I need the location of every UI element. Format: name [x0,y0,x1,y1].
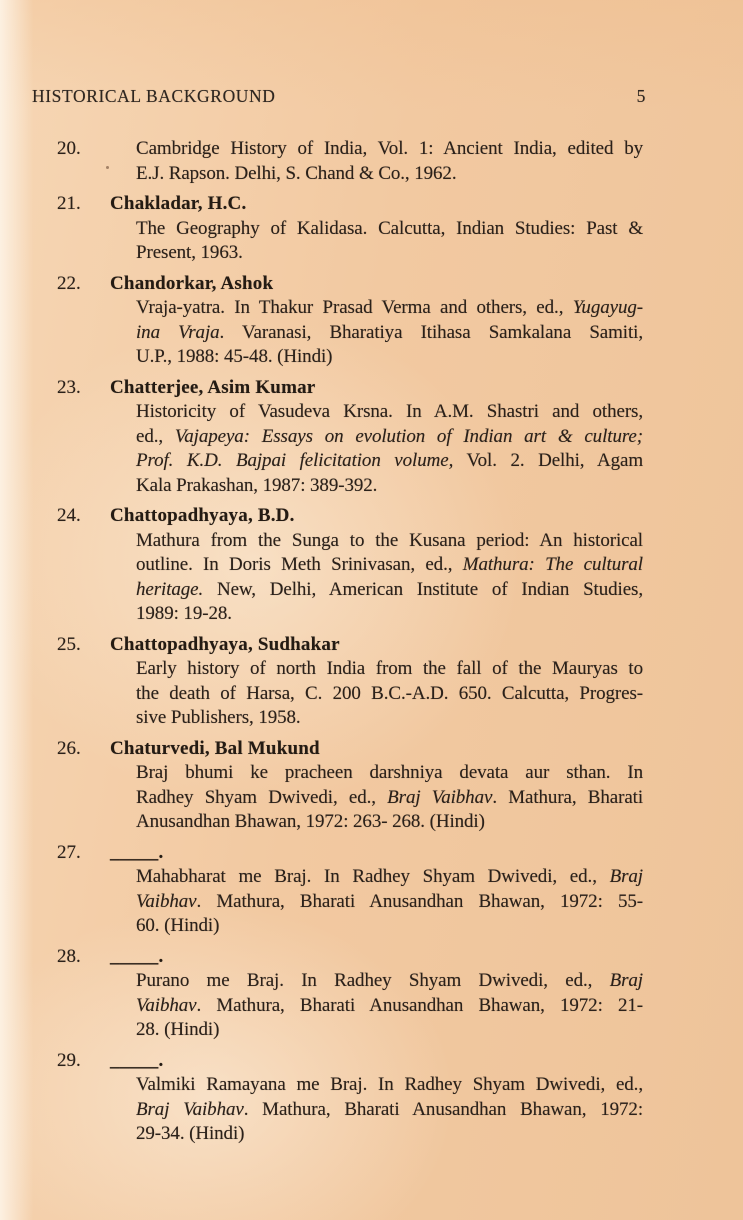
body-line [136,345,643,370]
entry-number: 21. [57,193,81,214]
body-text: 1989: 19-28. [136,603,232,624]
bibliography-entry [57,633,643,731]
author-line: Chakladar, H.C. [110,193,247,214]
entry-content [110,737,643,835]
body-text: Kala Prakashan, 1987: 389-392. [136,474,378,496]
body-line [136,137,643,162]
body-text: Cambridge History of India, Vol. 1: Ancient India, edited by [136,138,643,159]
entry-number: 22. [57,272,81,294]
body-line [136,761,643,786]
body-text: New, Delhi, American Institute of Indian Studies, [203,578,643,600]
body-text: Radhey Shyam Dwivedi, ed., [136,786,388,808]
author-line: _____. [110,841,164,863]
body-text: Historicity of Vasudeva Krsna. In A.M. Shastri and others, [136,401,643,422]
italic-title-text: heritage. [136,578,204,600]
body-text: Mathura from the Sunga to the Kusana period: An historical [136,529,643,551]
body-line [136,296,643,321]
bibliography-entry [57,192,643,266]
body-text: The Geography of Kalidasa. Calcutta, Indian Studies: Past & [136,217,643,239]
entry-number: 25. [57,633,81,655]
entry-content [110,137,643,186]
body-line [136,474,643,499]
body-text: Purano me Braj. In Radhey Shyam Dwivedi, ed., [136,970,610,991]
bibliography-entry [57,737,643,835]
bibliography-entry [57,272,643,370]
italic-title-text: Prof. K.D. Bajpai felicitation volume, [136,450,454,471]
author-line: Chaturvedi, Bal Mukund [110,737,320,759]
body-line [136,706,643,731]
body-line [136,400,643,425]
page-number: 5 [636,86,646,106]
body-line [136,865,643,890]
entry-content [110,192,643,266]
bibliography-entry [57,376,643,499]
entry-content [110,1049,643,1147]
body-text: Early history of north India from the fall of the Mauryas to [136,658,643,679]
entry-number: 26. [57,737,81,759]
entry-number: 29. [57,1049,81,1071]
author-line: Chatterjee, Asim Kumar [110,376,316,398]
body-text: . Mathura, Bharati Anusandhan Bhawan, 1972: [243,1098,644,1120]
running-head: HISTORICAL BACKGROUND [32,86,276,106]
body-text: Anusandhan Bhawan, 1972: 263- 268. (Hindi) [136,811,485,832]
body-text: Vol. 2. Delhi, Agam [453,450,643,471]
bibliography-entry [57,137,643,186]
bibliography-list [57,137,643,1147]
italic-title-text: Braj Vaibhav [387,786,493,808]
bibliography-entry [57,945,643,1043]
body-text: sive Publishers, 1958. [136,707,301,728]
body-line [136,241,643,266]
entry-content [110,376,643,499]
body-line [136,914,643,939]
body-line [136,449,643,474]
body-text: E.J. Rapson. Delhi, S. Chand & Co., 1962. [136,162,457,184]
entry-content [110,841,643,939]
italic-title-text: Vajapeya: Essays on evolution of Indian art & culture; [174,425,643,447]
body-line [136,786,643,811]
author-line: Chandorkar, Ashok [110,272,274,294]
body-line [136,994,643,1019]
bibliography-entry [57,504,643,627]
author-line: Chattopadhyaya, Sudhakar [110,633,340,655]
body-text: . Mathura, Bharati Anusandhan Bhawan, 1972: 21- [196,994,643,1016]
body-line [136,682,643,707]
entry-content [110,272,643,370]
body-text: . Mathura, Bharati [492,786,644,808]
italic-title-text: Vaibhav [136,994,197,1016]
body-text: U.P., 1988: 45-48. (Hindi) [136,346,333,367]
italic-title-text: Braj [609,866,643,887]
entry-number: 28. [57,945,81,967]
body-line [136,578,643,603]
body-line [136,162,643,187]
body-text: outline. In Doris Meth Srinivasan, ed., [136,554,463,575]
entry-number: 24. [57,505,81,526]
body-line [136,1073,643,1098]
body-line [136,890,643,915]
entry-number: 27. [57,841,81,863]
body-text: Valmiki Ramayana me Braj. In Radhey Shyam Dwivedi, ed., [136,1074,643,1095]
bibliography-entry [57,1049,643,1147]
body-text: 28. (Hindi) [136,1019,220,1040]
italic-title-text: Braj [609,970,643,991]
body-line [136,1122,643,1147]
body-line [136,321,643,346]
body-text: Present, 1963. [136,242,243,263]
page-header [32,86,646,107]
author-line: _____. [110,1049,164,1071]
author-line: Chattopadhyaya, B.D. [110,505,295,526]
bibliography-entry [57,841,643,939]
entry-content [110,504,643,627]
author-line: _____. [110,945,164,967]
body-line [136,553,643,578]
entry-number: 23. [57,376,81,398]
body-text: Vraja-yatra. In Thakur Prasad Verma and others, ed., [136,297,573,318]
body-text: 29-34. (Hindi) [136,1123,245,1144]
entry-content [110,945,643,1043]
body-text: . Mathura, Bharati Anusandhan Bhawan, 1972: 55- [196,890,643,912]
entry-number: 20. [57,138,81,159]
body-text: 60. (Hindi) [136,915,220,936]
body-text: . Varanasi, Bharatiya Itihasa Samkalana Samiti, [219,321,643,343]
italic-title-text: Yugayug- [572,297,643,318]
body-line [136,529,643,554]
italic-title-text: Vaibhav [136,890,197,912]
body-line [136,969,643,994]
italic-title-text: ina Vraja [136,321,220,343]
body-line [136,810,643,835]
body-line [136,602,643,627]
body-text: ed., [136,425,175,447]
italic-title-text: Braj Vaibhav [136,1098,244,1120]
body-text: the death of Harsa, C. 200 B.C.-A.D. 650. Calcutta, Progres- [136,682,643,704]
body-line [136,1098,643,1123]
body-line [136,1018,643,1043]
body-line [136,425,643,450]
body-text: Mahabharat me Braj. In Radhey Shyam Dwivedi, ed., [136,866,610,887]
entry-content [110,633,643,731]
body-text: Braj bhumi ke pracheen darshniya devata aur sthan. In [136,762,643,783]
body-line [136,217,643,242]
body-line [136,657,643,682]
italic-title-text: Mathura: The cultural [462,554,643,575]
